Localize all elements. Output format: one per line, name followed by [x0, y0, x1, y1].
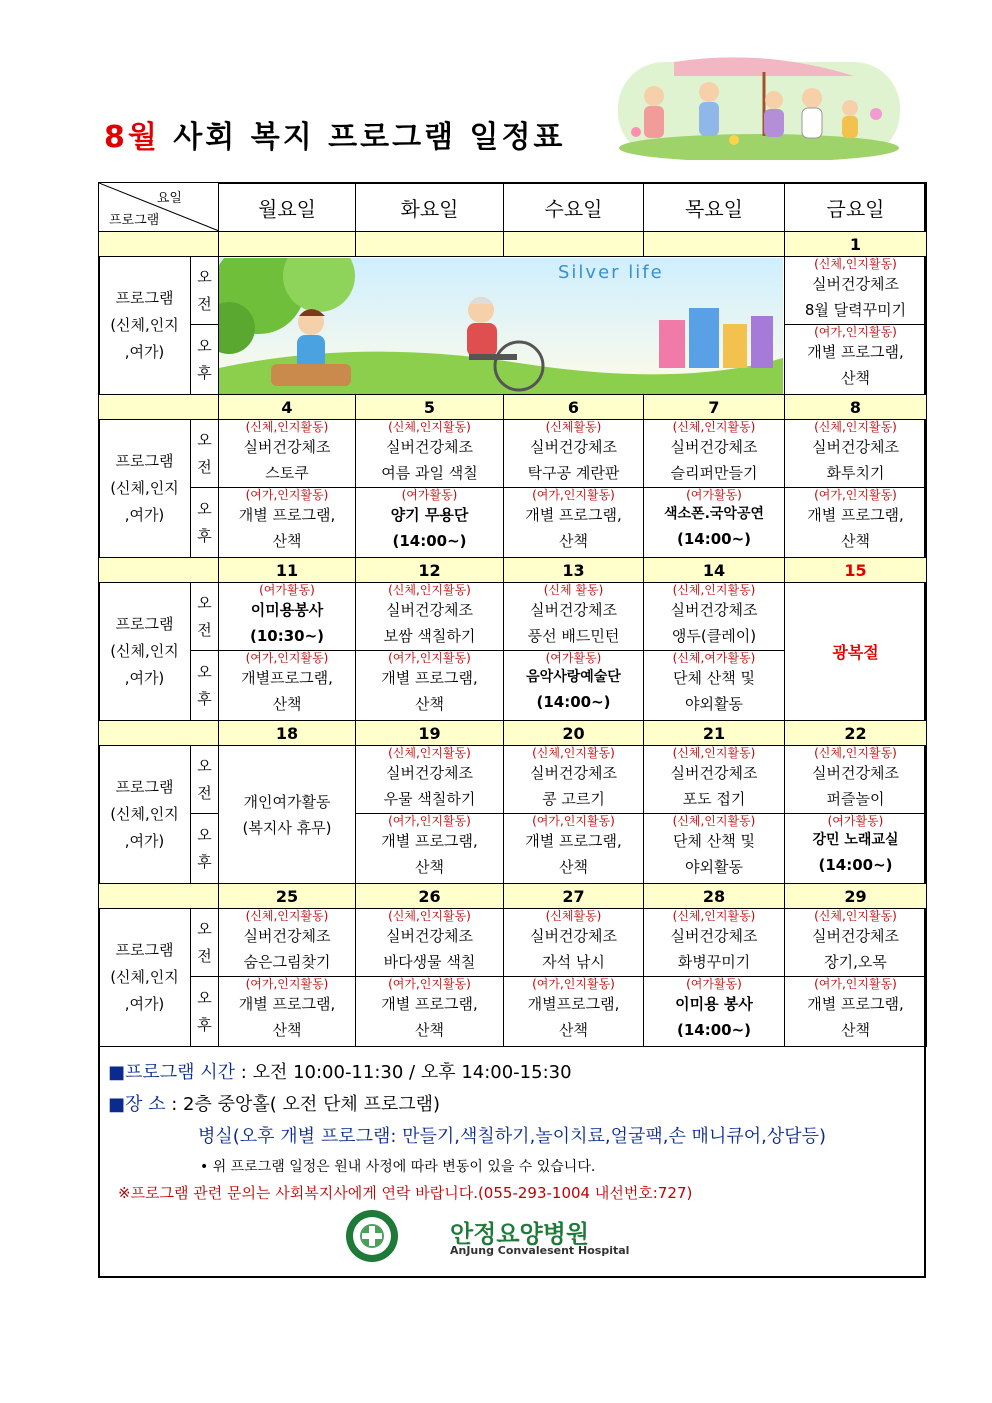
- date-row: [99, 395, 927, 420]
- thursday-pm-cell: [644, 651, 785, 721]
- activity-text: 자석 낚시: [542, 953, 605, 971]
- wednesday-am-cell: [504, 420, 644, 488]
- morning-label: 오 전: [191, 257, 219, 325]
- note-text: (복지사 휴무): [242, 818, 332, 837]
- monday-pm-cell: [219, 651, 356, 721]
- activity-text: 실버건강체조: [670, 927, 758, 945]
- activity-text: 콩 고르기: [542, 790, 605, 808]
- note-text: 개인여가활동: [243, 792, 331, 811]
- activity-category: (여가활동): [686, 977, 742, 991]
- week-row-pm: [99, 977, 927, 1047]
- friday-pm-cell: [785, 977, 927, 1047]
- activity-text: 우물 색칠하기: [383, 790, 476, 808]
- tuesday-am-cell: [356, 909, 504, 977]
- activity: [644, 651, 784, 720]
- monday-note-cell: [219, 746, 356, 884]
- activity-text: 산책: [841, 369, 870, 387]
- morning-label: 오 전: [191, 583, 219, 651]
- activity-text: 산책: [559, 532, 588, 550]
- monday-am-cell: [219, 583, 356, 651]
- activity: [219, 488, 355, 557]
- tuesday-am-cell: [356, 420, 504, 488]
- activity-category: (여가,인지활동): [814, 488, 897, 502]
- activity-text: 실버건강체조: [386, 601, 473, 619]
- activity-category: (여가,인지활동): [388, 977, 471, 991]
- weekday-mon: 월요일: [219, 183, 356, 232]
- activity-category: (여가,인지활동): [814, 977, 897, 991]
- week-row-am: [99, 420, 927, 488]
- activity-category: (신체활동): [545, 420, 602, 434]
- activity-category: (신체,인지활동): [245, 420, 329, 434]
- activity: [356, 814, 503, 883]
- monday-am-cell: [219, 420, 356, 488]
- program-place: [108, 1090, 440, 1116]
- thursday-pm-cell: [644, 814, 785, 884]
- week-row-am: [99, 257, 927, 325]
- activity: [644, 420, 784, 487]
- date-cell: 8: [785, 395, 927, 420]
- activity-text: 개별 프로그램,: [807, 995, 904, 1013]
- activity: [785, 746, 926, 813]
- activity: [504, 909, 643, 976]
- activity: [785, 325, 926, 394]
- date-cell: 21: [644, 721, 785, 746]
- activity: [644, 977, 784, 1046]
- week-row-pm: [99, 488, 927, 558]
- program-place-label: ■장 소: [108, 1094, 166, 1115]
- date-cell: 26: [356, 884, 504, 909]
- activity: [356, 488, 503, 557]
- activity-text: 개별프로그램,: [527, 995, 620, 1013]
- activity-category: (신체,인지활동): [245, 909, 329, 923]
- date-cell: 18: [219, 721, 356, 746]
- activity-text: 바다생물 색칠: [383, 953, 476, 971]
- monday-am-cell: [219, 909, 356, 977]
- activity-text: 산책: [841, 1021, 870, 1039]
- friday-pm-cell: [785, 814, 927, 884]
- activity-text: 개별 프로그램,: [807, 506, 904, 524]
- activity-text: 실버건강체조: [670, 438, 758, 456]
- activity-text: 이미용 봉사: [675, 995, 753, 1013]
- thursday-pm-cell: [644, 977, 785, 1047]
- date-cell: 20: [504, 721, 644, 746]
- schedule-notice: • 위 프로그램 일정은 원내 사정에 따라 변동이 있을 수 있습니다.: [200, 1159, 596, 1175]
- activity-text: (14:00~): [676, 1021, 752, 1039]
- date-row-spacer: [99, 721, 219, 746]
- activity-text: 실버건강체조: [670, 601, 758, 619]
- wednesday-pm-cell: [504, 488, 644, 558]
- date-cell: 14: [644, 558, 785, 583]
- activity-text: 산책: [272, 1021, 302, 1039]
- thursday-am-cell: [644, 746, 785, 814]
- thursday-am-cell: [644, 420, 785, 488]
- activity-category: (신체,인지활동): [672, 746, 756, 760]
- activity: [644, 583, 784, 650]
- activity-category: (신체,인지활동): [672, 420, 756, 434]
- activity-text: 장기,오목: [824, 953, 887, 971]
- activity-text: 개별 프로그램,: [381, 832, 478, 850]
- program-label: 프로그램 (신체,인지 ,여가): [99, 909, 191, 1047]
- activity-text: 실버건강체조: [670, 764, 758, 782]
- date-cell: 22: [785, 721, 927, 746]
- activity-text: 단체 산책 및: [673, 669, 755, 687]
- activity-category: (여가,인지활동): [388, 814, 471, 828]
- activity-category: (여가,인지활동): [532, 814, 615, 828]
- week-row-am: [99, 746, 927, 814]
- activity-text: 슬리퍼만들기: [670, 464, 758, 482]
- date-row-spacer: [99, 395, 219, 420]
- activity-category: (여가,인지활동): [388, 651, 471, 665]
- activity-text: 단체 산책 및: [673, 832, 755, 850]
- hospital-seal-icon: [342, 1208, 402, 1264]
- date-cell: 7: [644, 395, 785, 420]
- thursday-am-cell: [644, 583, 785, 651]
- activity-text: 개별 프로그램,: [381, 995, 478, 1013]
- activity-text: 실버건강체조: [386, 927, 473, 945]
- activity-category: (여가활동): [401, 488, 458, 502]
- room-program-line: 병실(오후 개별 프로그램: 만들기,색칠하기,놀이치료,얼굴팩,손 매니큐어,상담등): [198, 1126, 827, 1147]
- thursday-pm-cell: [644, 488, 785, 558]
- activity-text: 이미용봉사: [250, 601, 324, 619]
- activity: [356, 909, 503, 976]
- afternoon-label: 오 후: [191, 651, 219, 721]
- hospital-english-name: AnJung Convalesent Hospital: [450, 1244, 630, 1257]
- header-row: [99, 183, 927, 232]
- activity-text: 실버건강체조: [243, 927, 331, 945]
- program-time: [108, 1058, 572, 1084]
- activity-text: 산책: [841, 532, 870, 550]
- activity-text: 산책: [272, 532, 302, 550]
- activity-text: 음악사랑예술단: [526, 669, 621, 685]
- activity-text: 숨은그림찾기: [243, 953, 331, 971]
- activity-text: 야외활동: [685, 858, 743, 876]
- activity: [785, 977, 926, 1046]
- date-row: [99, 558, 927, 583]
- weekday-thu: 목요일: [644, 183, 785, 232]
- corner-program-label: 프로그램: [109, 213, 160, 228]
- activity-text: (10:30~): [249, 627, 325, 645]
- date-cell: 19: [356, 721, 504, 746]
- activity-category: (여가,인지활동): [532, 977, 615, 991]
- date-cell: 5: [356, 395, 504, 420]
- thursday-am-cell: [644, 909, 785, 977]
- program-label: 프로그램 (신체,인지 ,여가): [99, 746, 191, 884]
- tuesday-am-cell: [356, 746, 504, 814]
- date-row-spacer: [99, 558, 219, 583]
- elderly-garden-illustration: [614, 56, 904, 160]
- date-cell: [219, 232, 356, 257]
- schedule-table: [98, 182, 927, 1047]
- friday-am-cell: [785, 420, 927, 488]
- activity-text: 스토쿠: [265, 464, 309, 482]
- activity: [504, 977, 643, 1046]
- activity-category: (신체 활동): [543, 583, 604, 597]
- activity: [644, 814, 784, 883]
- wednesday-am-cell: [504, 583, 644, 651]
- activity: [356, 583, 503, 650]
- activity-category: (신체,인지활동): [814, 746, 897, 760]
- activity: [356, 977, 503, 1046]
- activity: [219, 420, 355, 487]
- activity: [785, 909, 926, 976]
- activity-category: (신체,인지활동): [672, 583, 756, 597]
- activity-text: 앵두(클레이): [671, 627, 757, 645]
- morning-label: 오 전: [191, 909, 219, 977]
- activity: [785, 814, 926, 883]
- activity-text: 야외활동: [685, 695, 743, 713]
- activity-text: 탁구공 계란판: [527, 464, 620, 482]
- activity-category: (신체,인지활동): [388, 583, 471, 597]
- date-cell: 28: [644, 884, 785, 909]
- tuesday-pm-cell: [356, 488, 504, 558]
- activity: [219, 977, 355, 1046]
- friday-am-cell: [785, 746, 927, 814]
- activity-text: 개별 프로그램,: [807, 343, 904, 361]
- program-time-value: : 오전 10:00-11:30 / 오후 14:00-15:30: [235, 1062, 572, 1083]
- activity: [356, 651, 503, 720]
- date-cell: 6: [504, 395, 644, 420]
- activity: [504, 583, 643, 650]
- activity-category: (신체,인지활동): [814, 257, 897, 271]
- activity-text: 실버건강체조: [530, 927, 617, 945]
- activity-category: (여가,인지활동): [245, 488, 329, 502]
- activity-text: 강민 노래교실: [812, 832, 899, 848]
- activity-text: 산책: [272, 695, 302, 713]
- morning-label: 오 전: [191, 746, 219, 814]
- activity-text: 산책: [415, 1021, 444, 1039]
- activity-text: 실버건강체조: [812, 275, 899, 293]
- corner-day-label: 요일: [156, 191, 182, 206]
- afternoon-label: 오 후: [191, 977, 219, 1047]
- activity: [219, 651, 355, 720]
- title-text: 사회 복지 프로그램 일정표: [159, 120, 566, 155]
- activity-category: (여가활동): [827, 814, 884, 828]
- activity-text: 개별 프로그램,: [381, 669, 478, 687]
- date-row-spacer: [99, 884, 219, 909]
- hospital-name: 안정요양병원: [450, 1220, 590, 1248]
- activity-category: (여가,인지활동): [532, 488, 615, 502]
- activity-text: 풍선 배드민턴: [527, 627, 620, 645]
- activity-category: (여가,인지활동): [245, 977, 329, 991]
- date-cell: 4: [219, 395, 356, 420]
- date-row: [99, 721, 927, 746]
- program-time-label: ■프로그램 시간: [108, 1062, 236, 1083]
- friday-am-cell: [785, 909, 927, 977]
- activity-category: (여가활동): [545, 651, 602, 665]
- activity: [219, 583, 355, 650]
- activity-text: (14:00~): [818, 856, 893, 874]
- friday-pm-cell: [785, 325, 927, 395]
- week-row-am: [99, 583, 927, 651]
- title-month: 8월: [104, 120, 160, 155]
- activity-category: (신체,여가활동): [672, 651, 756, 665]
- wednesday-am-cell: [504, 909, 644, 977]
- activity: [785, 257, 926, 324]
- wednesday-pm-cell: [504, 814, 644, 884]
- activity-text: 개별 프로그램,: [525, 832, 622, 850]
- activity: [644, 488, 784, 557]
- holiday-cell: 광복절: [785, 583, 927, 721]
- week-row-am: [99, 909, 927, 977]
- silver-life-banner: [219, 257, 785, 395]
- activity: [504, 488, 643, 557]
- activity: [785, 488, 926, 557]
- hospital-logo: [342, 1208, 682, 1264]
- activity-category: (신체,인지활동): [814, 909, 897, 923]
- activity-category: (신체,인지활동): [388, 420, 471, 434]
- wednesday-am-cell: [504, 746, 644, 814]
- activity: [504, 420, 643, 487]
- activity-text: 개별프로그램,: [241, 669, 333, 687]
- activity-text: 산책: [415, 695, 444, 713]
- monday-pm-cell: [219, 977, 356, 1047]
- activity-category: (신체,인지활동): [532, 746, 615, 760]
- activity-text: 양기 무용단: [390, 506, 469, 524]
- activity-text: 실버건강체조: [530, 601, 617, 619]
- afternoon-label: 오 후: [191, 325, 219, 395]
- date-cell: 11: [219, 558, 356, 583]
- date-cell: [356, 232, 504, 257]
- date-cell: 13: [504, 558, 644, 583]
- program-label: 프로그램 (신체,인지 ,여가): [99, 420, 191, 558]
- activity-text: 퍼즐놀이: [826, 790, 885, 808]
- activity-text: 8월 달력꾸미기: [804, 301, 907, 319]
- activity-text: 색소폰.국악공연: [664, 506, 764, 522]
- activity: [504, 746, 643, 813]
- tuesday-pm-cell: [356, 651, 504, 721]
- activity-text: 실버건강체조: [243, 438, 331, 456]
- morning-label: 오 전: [191, 420, 219, 488]
- activity-category: (여가,인지활동): [245, 651, 329, 665]
- monday-pm-cell: [219, 488, 356, 558]
- wednesday-pm-cell: [504, 651, 644, 721]
- silver-life-illustration: [219, 258, 783, 394]
- activity-text: 산책: [559, 1021, 588, 1039]
- tuesday-am-cell: [356, 583, 504, 651]
- activity: [504, 814, 643, 883]
- activity-text: 실버건강체조: [812, 927, 899, 945]
- activity: [356, 746, 503, 813]
- activity-text: 개별 프로그램,: [525, 506, 622, 524]
- corner-cell: [99, 183, 219, 232]
- date-row: [99, 232, 927, 257]
- activity: [219, 909, 355, 976]
- afternoon-label: 오 후: [191, 814, 219, 884]
- activity-category: (신체,인지활동): [388, 909, 471, 923]
- program-label: 프로그램 (신체,인지 ,여가): [99, 583, 191, 721]
- activity-text: 실버건강체조: [812, 764, 899, 782]
- activity: [504, 651, 643, 720]
- activity-category: (여가,인지활동): [814, 325, 897, 339]
- activity-text: 실버건강체조: [386, 764, 473, 782]
- activity-category: (여가활동): [259, 583, 315, 597]
- weekday-wed: 수요일: [504, 183, 644, 232]
- activity: [785, 420, 926, 487]
- date-cell: 15: [785, 558, 927, 583]
- friday-pm-cell: [785, 488, 927, 558]
- weekday-fri: 금요일: [785, 183, 927, 232]
- activity-category: (신체활동): [545, 909, 602, 923]
- activity-text: 화병꾸미기: [677, 953, 751, 971]
- activity-category: (신체,인지활동): [672, 814, 756, 828]
- activity-text: 보쌈 색칠하기: [383, 627, 476, 645]
- program-place-value: : 2층 중앙홀( 오전 단체 프로그램): [165, 1094, 441, 1115]
- tuesday-pm-cell: [356, 977, 504, 1047]
- date-cell: 29: [785, 884, 927, 909]
- date-cell: 12: [356, 558, 504, 583]
- activity-text: 산책: [415, 858, 444, 876]
- activity-text: 화투치기: [826, 464, 885, 482]
- activity-text: 여름 과일 색칠: [381, 464, 478, 482]
- activity-category: (신체,인지활동): [672, 909, 756, 923]
- date-cell: 25: [219, 884, 356, 909]
- activity-text: 실버건강체조: [530, 438, 617, 456]
- activity: [356, 420, 503, 487]
- wednesday-pm-cell: [504, 977, 644, 1047]
- activity-text: 포도 접기: [682, 790, 746, 808]
- afternoon-label: 오 후: [191, 488, 219, 558]
- tuesday-pm-cell: [356, 814, 504, 884]
- page-title: [104, 112, 565, 156]
- banner-text: Silver life: [558, 262, 664, 283]
- weekday-tue: 화요일: [356, 183, 504, 232]
- friday-am-cell: [785, 257, 927, 325]
- activity-text: 산책: [559, 858, 588, 876]
- activity-text: (14:00~): [676, 530, 752, 548]
- program-label: 프로그램 (신체,인지 ,여가): [99, 257, 191, 395]
- activity: [644, 746, 784, 813]
- date-cell: 27: [504, 884, 644, 909]
- date-row-spacer: [99, 232, 219, 257]
- activity-text: 개별 프로그램,: [238, 506, 336, 524]
- activity-text: 실버건강체조: [812, 438, 899, 456]
- activity-text: 개별 프로그램,: [238, 995, 336, 1013]
- contact-notice: ※프로그램 관련 문의는 사회복지사에게 연락 바랍니다.(055-293-1004 내선번호:727): [118, 1184, 693, 1202]
- activity-text: 실버건강체조: [530, 764, 617, 782]
- activity-text: 실버건강체조: [386, 438, 473, 456]
- date-cell: [644, 232, 785, 257]
- activity: [644, 909, 784, 976]
- activity-text: (14:00~): [536, 693, 611, 711]
- activity-category: (여가활동): [686, 488, 742, 502]
- activity-category: (신체,인지활동): [388, 746, 471, 760]
- date-cell: 1: [785, 232, 927, 257]
- date-cell: [504, 232, 644, 257]
- activity-category: (신체,인지활동): [814, 420, 897, 434]
- activity-text: (14:00~): [392, 532, 467, 550]
- date-row: [99, 884, 927, 909]
